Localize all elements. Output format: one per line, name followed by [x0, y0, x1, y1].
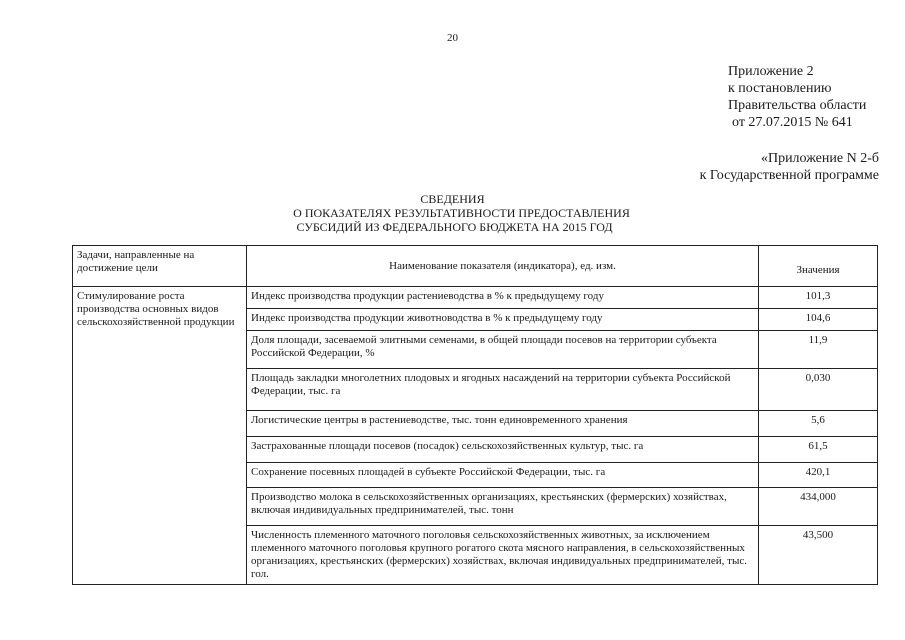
appendix-line: к постановлению: [728, 81, 832, 96]
value-cell: 101,3: [759, 287, 878, 309]
heading-title: СВЕДЕНИЯ: [420, 192, 485, 206]
indicator-cell: Производство молока в сельскохозяйственных организациях, крестьянских (фермерских) хозяйствах, включая индивидуальных предпринимателей, тыс. тонн: [247, 488, 759, 526]
table-header-row: [73, 246, 878, 287]
heading-subtitle: О ПОКАЗАТЕЛЯХ РЕЗУЛЬТАТИВНОСТИ ПРЕДОСТАВЛЕНИЯ: [293, 206, 630, 220]
value-cell: 104,6: [759, 309, 878, 331]
document-heading: [0, 192, 905, 234]
task-cell: Стимулирование роста производства основных видов сельскохозяйственной продукции: [73, 287, 247, 585]
header-indicator: Наименование показателя (индикатора), ед. изм.: [247, 246, 759, 287]
appendix-line: Приложение 2: [728, 64, 814, 79]
indicator-cell: Застрахованные площади посевов (посадок) сельскохозяйственных культур, тыс. га: [247, 437, 759, 463]
indicator-cell: Логистические центры в растениеводстве, тыс. тонн единовременного хранения: [247, 411, 759, 437]
header-task: Задачи, направленные на достижение цели: [73, 246, 247, 287]
heading-subtitle: СУБСИДИЙ ИЗ ФЕДЕРАЛЬНОГО БЮДЖЕТА НА 2015 ГОД: [296, 220, 613, 234]
indicator-cell: Индекс производства продукции животноводства в % к предыдущему году: [247, 309, 759, 331]
appendix-line: Правительства области: [728, 98, 867, 113]
indicator-cell: Численность племенного маточного поголовья сельскохозяйственных животных, за исключением племенного маточного поголовья крупного рогатого скота мясного направления, в сельскохозяйственных организациях, крестьянских (фермерских) хозяйствах, включая индивидуальных предпринимателей, тыс. гол.: [247, 526, 759, 585]
indicator-cell: Площадь закладки многолетних плодовых и ягодных насаждений на территории субъекта Российской Федерации, тыс. га: [247, 369, 759, 411]
value-cell: 0,030: [759, 369, 878, 411]
value-cell: 11,9: [759, 331, 878, 369]
indicator-cell: Индекс производства продукции растениеводства в % к предыдущему году: [247, 287, 759, 309]
appendix-line: от 27.07.2015 № 641: [732, 115, 853, 130]
appendix-line: к Государственной программе: [699, 168, 879, 183]
indicators-table: [72, 245, 878, 585]
value-cell: 434,000: [759, 488, 878, 526]
program-appendix-reference: [700, 150, 879, 184]
value-cell: 420,1: [759, 463, 878, 488]
value-cell: 43,500: [759, 526, 878, 585]
indicator-cell: Доля площади, засеваемой элитными семенами, в общей площади посевов на территории субъекта Российской Федерации, %: [247, 331, 759, 369]
value-cell: 5,6: [759, 411, 878, 437]
header-value: Значения: [759, 246, 878, 287]
value-cell: 61,5: [759, 437, 878, 463]
page-number: 20: [447, 32, 458, 44]
indicator-cell: Сохранение посевных площадей в субъекте Российской Федерации, тыс. га: [247, 463, 759, 488]
appendix-line: «Приложение N 2-б: [760, 151, 879, 166]
table-row: [73, 287, 878, 309]
appendix-reference: [728, 63, 866, 131]
